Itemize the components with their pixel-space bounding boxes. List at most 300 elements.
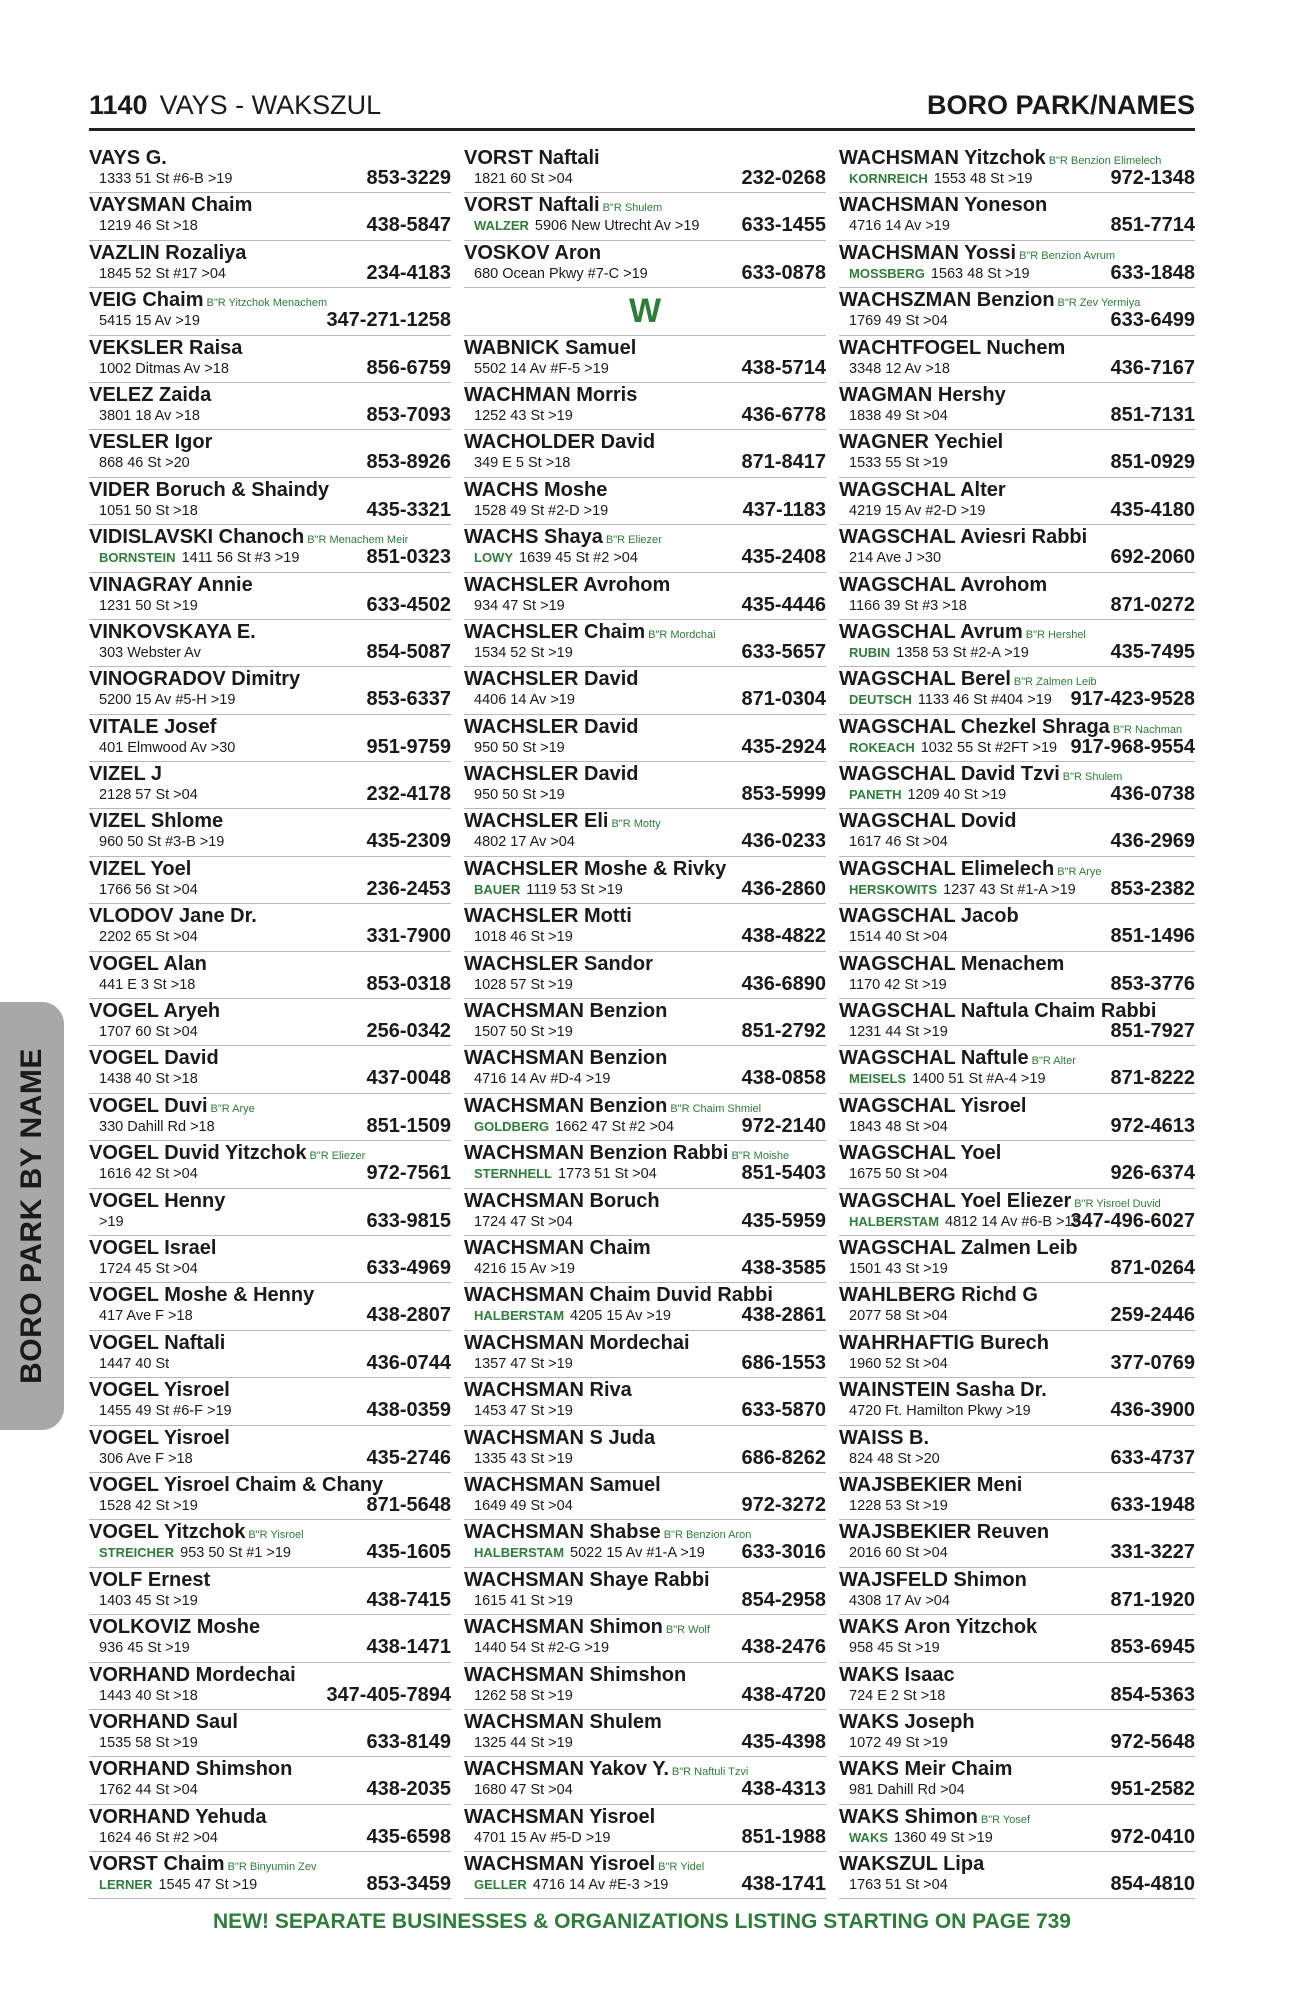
listing-name-line <box>89 716 216 738</box>
listing-address-line <box>99 549 299 567</box>
listing-name: VOGEL Duvi <box>89 1094 208 1117</box>
listing-name: VOGEL Moshe & Henny <box>89 1284 315 1307</box>
listing-entry <box>89 1473 451 1520</box>
listing-name: WACHMAN Morris <box>464 383 638 406</box>
listing-address-line <box>474 1402 573 1420</box>
listing-name: WAGSCHAL Yoel Eliezer <box>839 1189 1072 1212</box>
listing-phone: 438-2861 <box>741 1304 826 1327</box>
listing-patronym: B"R Menachem Meir <box>307 534 409 547</box>
listing-name: WAKSZUL Lipa <box>839 1853 985 1876</box>
listing-address-line <box>849 454 948 472</box>
listing-patronym: B"R Yitzchok Menachem <box>206 297 328 310</box>
listing-name-line <box>839 810 1016 832</box>
listing-entry <box>464 1757 826 1804</box>
listing-address: 1639 45 St #2 >04 <box>519 550 638 567</box>
listing-phone: 851-7714 <box>1110 214 1195 237</box>
listing-name-line <box>839 1379 1047 1401</box>
listing-address: 5502 14 Av #F-5 >19 <box>474 360 609 377</box>
listing-address: 1400 51 St #A-4 >19 <box>912 1071 1046 1088</box>
listing-address: 1617 46 St >04 <box>849 834 948 851</box>
listing-name-line <box>839 1664 955 1686</box>
listing-address: 1438 40 St >18 <box>99 1071 198 1088</box>
listing-name-line <box>839 1237 1078 1259</box>
listing-entry <box>89 241 451 288</box>
listing-name-line <box>839 1142 1001 1164</box>
listing-maiden-name: BORNSTEIN <box>99 550 176 566</box>
listing-name: VIZEL Yoel <box>89 857 192 880</box>
listing-address-line <box>99 1876 257 1894</box>
listing-entry <box>464 1473 826 1520</box>
listing-phone: 232-4178 <box>366 783 451 806</box>
listing-entry <box>89 478 451 525</box>
listing-entry <box>89 193 451 240</box>
listing-name-line <box>89 621 256 643</box>
listing-phone: 854-4810 <box>1110 1873 1195 1896</box>
listing-entry <box>464 620 826 667</box>
listing-address: 401 Elmwood Av >30 <box>99 739 236 756</box>
listing-name-line <box>464 1379 632 1401</box>
listing-name-line <box>464 1758 748 1783</box>
listing-name-line <box>89 1379 230 1401</box>
listing-entry <box>839 1615 1195 1662</box>
listing-entry <box>839 904 1195 951</box>
listing-address-line <box>474 1165 657 1183</box>
listing-address-line <box>849 786 1006 804</box>
listing-address: 1018 46 St >19 <box>474 929 573 946</box>
listing-phone: 438-4720 <box>741 1683 826 1706</box>
listing-phone: 256-0342 <box>366 1020 451 1043</box>
listing-entry <box>464 1094 826 1141</box>
listing-address-line <box>474 1497 573 1515</box>
listing-address: 4701 15 Av #5-D >19 <box>474 1829 611 1846</box>
listing-address-line <box>99 1213 124 1231</box>
listing-name-line <box>464 953 653 975</box>
listing-address: 1514 40 St >04 <box>849 929 948 946</box>
listing-maiden-name: HALBERSTAM <box>474 1308 565 1324</box>
listing-entry <box>464 573 826 620</box>
listing-name: WAKS Isaac <box>839 1663 955 1686</box>
listing-phone: 331-3227 <box>1110 1541 1195 1564</box>
listing-name: WACHTFOGEL Nuchem <box>839 336 1066 359</box>
listing-address: 1563 48 St >19 <box>930 265 1030 282</box>
listing-name: WAGSCHAL Avrohom <box>839 573 1048 596</box>
listing-phone: 347-405-7894 <box>326 1683 451 1706</box>
listing-entry <box>89 1331 451 1378</box>
listing-phone: 853-0318 <box>366 972 451 995</box>
listing-name-line <box>839 763 1122 788</box>
listing-address-line <box>474 1118 674 1136</box>
listing-entry <box>839 952 1195 999</box>
listing-address-line <box>99 786 198 804</box>
listing-address: 680 Ocean Pkwy #7-C >19 <box>474 265 648 282</box>
listing-name: WAGSCHAL David Tzvi <box>839 763 1060 786</box>
listing-address: 1766 56 St >04 <box>99 881 198 898</box>
listing-address: 1616 42 St >04 <box>99 1166 198 1183</box>
listing-phone: 633-9815 <box>366 1209 451 1232</box>
listing-name-line <box>464 337 636 359</box>
listing-address-line <box>99 976 195 994</box>
listing-name: WAGSCHAL Jacob <box>839 905 1019 928</box>
listing-address: 1447 40 St <box>99 1355 170 1372</box>
listing-entry <box>464 525 826 572</box>
listing-entry <box>89 1046 451 1093</box>
listing-name: VOGEL Yitzchok <box>89 1521 246 1544</box>
listing-name-line <box>464 1616 710 1641</box>
listing-entry <box>839 1473 1195 1520</box>
listing-patronym: B"R Yidel <box>658 1861 705 1874</box>
listing-entry <box>464 1046 826 1093</box>
listing-phone: 633-3016 <box>741 1541 826 1564</box>
listing-address: 4308 17 Av >04 <box>849 1592 950 1609</box>
listing-phone: 436-2969 <box>1110 830 1195 853</box>
listing-phone: 686-1553 <box>741 1351 826 1374</box>
listing-column-2 <box>464 146 826 1899</box>
listing-name-line <box>839 242 1115 267</box>
listing-address-line <box>849 739 1057 757</box>
listing-phone: 871-8222 <box>1110 1067 1195 1090</box>
listing-phone: 633-5870 <box>741 1399 826 1422</box>
listing-entry <box>89 1189 451 1236</box>
listing-name: WAINSTEIN Sasha Dr. <box>839 1379 1047 1402</box>
listing-address-line <box>99 1402 232 1420</box>
listing-patronym: B"R Hershel <box>1025 628 1086 641</box>
listing-name-line <box>839 574 1047 596</box>
listing-name-line <box>464 1190 660 1212</box>
listing-patronym: B"R Chaim Shmiel <box>670 1102 762 1115</box>
listing-phone: 633-1848 <box>1110 261 1195 284</box>
listing-name: WACHS Moshe <box>464 478 608 501</box>
listing-name-line <box>464 526 662 551</box>
listing-column-3 <box>839 146 1195 1899</box>
listing-entry <box>89 715 451 762</box>
listing-phone: 437-0048 <box>366 1067 451 1090</box>
listing-phone: 951-9759 <box>366 735 451 758</box>
listing-address-line <box>99 1118 215 1136</box>
listing-phone: 633-4502 <box>366 593 451 616</box>
listing-name: VIDISLAVSKI Chanoch <box>89 526 305 549</box>
listing-name-line <box>89 905 257 927</box>
listing-address-line <box>99 1070 198 1088</box>
listing-address: 1360 49 St >19 <box>894 1829 993 1846</box>
listing-name-line <box>89 1758 292 1780</box>
listing-address: 1228 53 St >19 <box>849 1497 948 1514</box>
listing-name-line <box>839 1806 1030 1831</box>
footer-notice: NEW! SEPARATE BUSINESSES & ORGANIZATIONS LISTING STARTING ON PAGE 739 <box>213 1910 1071 1933</box>
listing-maiden-name: WALZER <box>474 218 529 234</box>
listing-maiden-name: LERNER <box>99 1877 153 1893</box>
listing-address-line <box>849 1165 948 1183</box>
listing-address-line <box>99 597 198 615</box>
listing-phone: 853-5999 <box>741 783 826 806</box>
listing-address: 3348 12 Av >18 <box>849 360 950 377</box>
listing-address-line <box>99 1355 169 1373</box>
listing-phone: 438-0359 <box>366 1399 451 1422</box>
listing-address: 214 Ave J >30 <box>849 550 942 567</box>
listing-name: WACHSMAN Chaim Duvid Rabbi <box>464 1284 773 1307</box>
listing-maiden-name: GELLER <box>474 1877 527 1893</box>
listing-maiden-name: BAUER <box>474 881 521 897</box>
listing-phone: 871-5648 <box>366 1493 451 1516</box>
listing-name: WACHSMAN Shulem <box>464 1710 662 1733</box>
listing-name-line <box>89 1284 314 1306</box>
listing-name-line <box>464 479 607 501</box>
listing-address: 4716 14 Av #D-4 >19 <box>474 1071 611 1088</box>
listing-name-line <box>464 668 638 690</box>
listing-address-line <box>474 1592 573 1610</box>
listing-entry <box>89 904 451 951</box>
listing-address: 1403 45 St >19 <box>99 1592 198 1609</box>
listing-address-line <box>99 265 226 283</box>
listing-phone: 853-2382 <box>1110 877 1195 900</box>
listing-name: VORHAND Shimshon <box>89 1758 293 1781</box>
listing-name: WACHSMAN Shabse <box>464 1521 661 1544</box>
listing-address: 2202 65 St >04 <box>99 929 198 946</box>
listing-address-line <box>849 1402 1031 1420</box>
listing-name-line <box>464 1047 667 1069</box>
listing-phone: 633-4737 <box>1110 1446 1195 1469</box>
listing-entry <box>464 999 826 1046</box>
listing-address: 1680 47 St >04 <box>474 1782 573 1799</box>
listing-address-line <box>474 739 565 757</box>
listing-name-line <box>89 858 191 880</box>
listing-maiden-name: HALBERSTAM <box>474 1545 565 1561</box>
listing-entry <box>839 1236 1195 1283</box>
listing-address-line <box>99 502 198 520</box>
listing-name: WAGSCHAL Yoel <box>839 1142 1002 1165</box>
listing-name-line <box>464 810 661 835</box>
listing-entry <box>89 525 451 572</box>
listing-name-line <box>89 337 242 359</box>
listing-name: VINKOVSKAYA E. <box>89 620 256 643</box>
listing-maiden-name: KORNREICH <box>849 171 928 186</box>
listing-phone: 972-1348 <box>1110 167 1195 189</box>
listing-address-line <box>474 1355 573 1373</box>
listing-address-line <box>849 170 1033 188</box>
listing-address: 1553 48 St >19 <box>933 171 1033 187</box>
listing-entry <box>89 762 451 809</box>
listing-phone: 853-3229 <box>366 167 451 189</box>
listing-name: WACHOLDER David <box>464 431 656 454</box>
listing-maiden-name: DEUTSCH <box>849 692 912 708</box>
listing-name-line <box>89 1095 255 1120</box>
listing-name: WAGSCHAL Chezkel Shraga <box>839 715 1110 738</box>
listing-address-line <box>474 1260 575 1278</box>
listing-address-line <box>99 1260 198 1278</box>
listing-entry <box>89 620 451 667</box>
listing-name-line <box>839 1095 1026 1117</box>
listing-name-line <box>464 574 670 596</box>
listing-entry <box>839 146 1195 193</box>
listing-address: 4716 14 Av >19 <box>849 218 950 235</box>
listing-address: 1769 49 St >04 <box>849 313 948 330</box>
listing-address-line <box>99 312 200 330</box>
listing-phone: 435-4446 <box>741 593 826 616</box>
listing-address-line <box>99 833 224 851</box>
listing-phone: 438-0858 <box>741 1067 826 1090</box>
listing-name: WAGSCHAL Avrum <box>839 620 1023 643</box>
listing-address: 824 48 St >20 <box>849 1450 940 1467</box>
listing-patronym: B"R Wolf <box>665 1624 710 1637</box>
listing-maiden-name: STERNHELL <box>474 1166 552 1182</box>
listing-name-line <box>464 621 716 646</box>
listing-name: WACHSMAN Shimshon <box>464 1663 687 1686</box>
page-header-left <box>89 88 381 122</box>
listing-patronym: B"R Mordchai <box>648 628 716 641</box>
listing-phone: 435-2746 <box>366 1446 451 1469</box>
listing-name: WACHSLER Sandor <box>464 952 653 975</box>
listing-patronym: B"R Yisroel <box>248 1529 304 1542</box>
listing-name: VINAGRAY Annie <box>89 573 253 596</box>
listing-entry <box>89 336 451 383</box>
listing-address-line <box>849 1639 940 1657</box>
listing-entry <box>839 999 1195 1046</box>
listing-name: VAYSMAN Chaim <box>89 194 253 217</box>
listing-name: WABNICK Samuel <box>464 336 637 359</box>
listing-maiden-name: ROKEACH <box>849 739 915 755</box>
listing-phone: 853-6337 <box>366 688 451 711</box>
listing-address: 953 50 St #1 >19 <box>180 1545 291 1562</box>
listing-name-line <box>464 1806 655 1828</box>
listing-name-line <box>839 668 1097 693</box>
listing-phone: 851-7927 <box>1110 1020 1195 1043</box>
listing-name: VOGEL Duvid Yitzchok <box>89 1142 307 1165</box>
listing-name-line <box>464 905 632 927</box>
listing-address-line <box>849 1450 940 1468</box>
listing-phone: 436-0233 <box>741 830 826 853</box>
listing-phone: 438-3585 <box>741 1256 826 1279</box>
listing-name: WACHSLER Avrohom <box>464 573 671 596</box>
listing-entry <box>839 478 1195 525</box>
listing-column-1 <box>89 146 451 1899</box>
listing-name-line <box>89 289 327 314</box>
listing-patronym: B"R Naftuli Tzvi <box>671 1766 749 1779</box>
listing-name: VIZEL Shlome <box>89 810 224 833</box>
listing-entry <box>89 1663 451 1710</box>
listing-name-line <box>89 526 408 551</box>
listing-phone: 234-4183 <box>366 261 451 284</box>
listing-address-line <box>99 691 235 709</box>
listing-address: 1528 49 St #2-D >19 <box>474 502 609 519</box>
listing-name-line <box>839 1758 1012 1780</box>
listing-address: 2077 58 St >04 <box>849 1308 948 1325</box>
listing-address: 5022 15 Av #1-A >19 <box>570 1545 705 1562</box>
listing-address-line <box>474 1070 610 1088</box>
listing-name: VORHAND Saul <box>89 1710 238 1733</box>
listing-address: 4216 15 Av >19 <box>474 1260 575 1277</box>
listing-address-line <box>99 1544 291 1562</box>
listing-address-line <box>849 1734 948 1752</box>
listing-maiden-name: WAKS <box>849 1829 888 1845</box>
listing-name-line <box>89 384 211 406</box>
listing-name-line <box>89 1711 238 1733</box>
listing-name-line <box>89 1521 304 1546</box>
listing-name-line <box>89 1000 220 1022</box>
listing-entry <box>464 667 826 714</box>
listing-name: WAKS Shimon <box>839 1805 978 1828</box>
listing-patronym: B"R Shulem <box>1062 771 1123 784</box>
listing-address: 1843 48 St >04 <box>849 1118 948 1135</box>
listing-name: VEIG Chaim <box>89 289 204 312</box>
listing-patronym: B"R Eliezer <box>605 534 662 547</box>
listing-entry <box>464 1189 826 1236</box>
listing-address: 1624 46 St #2 >04 <box>99 1829 218 1846</box>
listing-phone: 259-2446 <box>1110 1304 1195 1327</box>
listing-address-line <box>474 1639 609 1657</box>
listing-patronym: B"R Shulem <box>602 202 663 215</box>
listing-entry <box>839 1568 1195 1615</box>
listing-maiden-name: HERSKOWITS <box>849 881 938 897</box>
listing-name: WACHSMAN Samuel <box>464 1473 661 1496</box>
listing-phone: 633-1948 <box>1110 1493 1195 1516</box>
listing-entry <box>89 1710 451 1757</box>
listing-name-line <box>89 1332 225 1354</box>
listing-phone: 438-1471 <box>366 1636 451 1659</box>
listing-phone: 438-5847 <box>366 214 451 237</box>
listing-address-line <box>99 454 190 472</box>
listing-address-line <box>474 644 573 662</box>
listing-patronym: B"R Zalmen Leib <box>1013 676 1097 689</box>
listing-phone: 853-7093 <box>366 403 451 426</box>
listing-patronym: B"R Yosef <box>980 1813 1031 1826</box>
listing-phone: 917-968-9554 <box>1070 735 1195 758</box>
listing-phone: 437-1183 <box>742 498 826 521</box>
listing-phone: 871-0264 <box>1110 1256 1195 1279</box>
listing-name-line <box>839 1711 975 1733</box>
listing-name: VESLER Igor <box>89 431 213 454</box>
listing-entry <box>89 952 451 999</box>
listing-address: 303 Webster Av <box>99 644 201 661</box>
listing-entry <box>89 1236 451 1283</box>
listing-address-line <box>849 1355 948 1373</box>
listing-phone: 851-0323 <box>366 546 451 569</box>
listing-name: VOSKOV Aron <box>464 241 602 264</box>
listing-entry <box>839 620 1195 667</box>
listing-name: WAGSCHAL Elimelech <box>839 857 1055 880</box>
name-range: VAYS - WAKSZUL <box>159 90 382 120</box>
listing-name-line <box>839 479 1006 501</box>
listing-address-line <box>849 1687 945 1705</box>
listing-address-line <box>474 1213 573 1231</box>
listing-address: 1528 42 St >19 <box>99 1497 198 1514</box>
listing-entry <box>464 1805 826 1852</box>
listing-address-line <box>474 1687 573 1705</box>
listing-name: VOGEL David <box>89 1047 219 1070</box>
listing-address-line <box>474 976 573 994</box>
listing-phone: 438-2476 <box>741 1636 826 1659</box>
listing-name-line <box>89 1237 216 1259</box>
listing-address: >19 <box>99 1213 124 1230</box>
listing-name-line <box>839 337 1065 359</box>
side-index-label: BORO PARK BY NAME <box>15 1048 48 1384</box>
listing-phone: 853-3776 <box>1110 972 1195 995</box>
listing-name: WACHSLER Motti <box>464 905 632 928</box>
listing-name: WAJSBEKIER Meni <box>839 1473 1023 1496</box>
listing-name-line <box>464 1142 789 1167</box>
listing-phone: 438-4822 <box>741 925 826 948</box>
listing-name: WAGSCHAL Yisroel <box>839 1094 1027 1117</box>
listing-phone: 436-7167 <box>1110 356 1195 379</box>
listing-name: WAKS Aron Yitzchok <box>839 1616 1038 1639</box>
listing-name: WACHSMAN Chaim <box>464 1236 651 1259</box>
listing-address-line <box>849 691 1052 709</box>
listing-address: 1773 51 St >04 <box>558 1166 657 1183</box>
listing-address: 2016 60 St >04 <box>849 1545 948 1562</box>
listing-address-line <box>474 407 573 425</box>
listing-name-line <box>464 716 638 738</box>
listing-name: WACHSLER David <box>464 668 639 691</box>
listing-entry <box>464 857 826 904</box>
listing-name-line <box>89 242 246 264</box>
